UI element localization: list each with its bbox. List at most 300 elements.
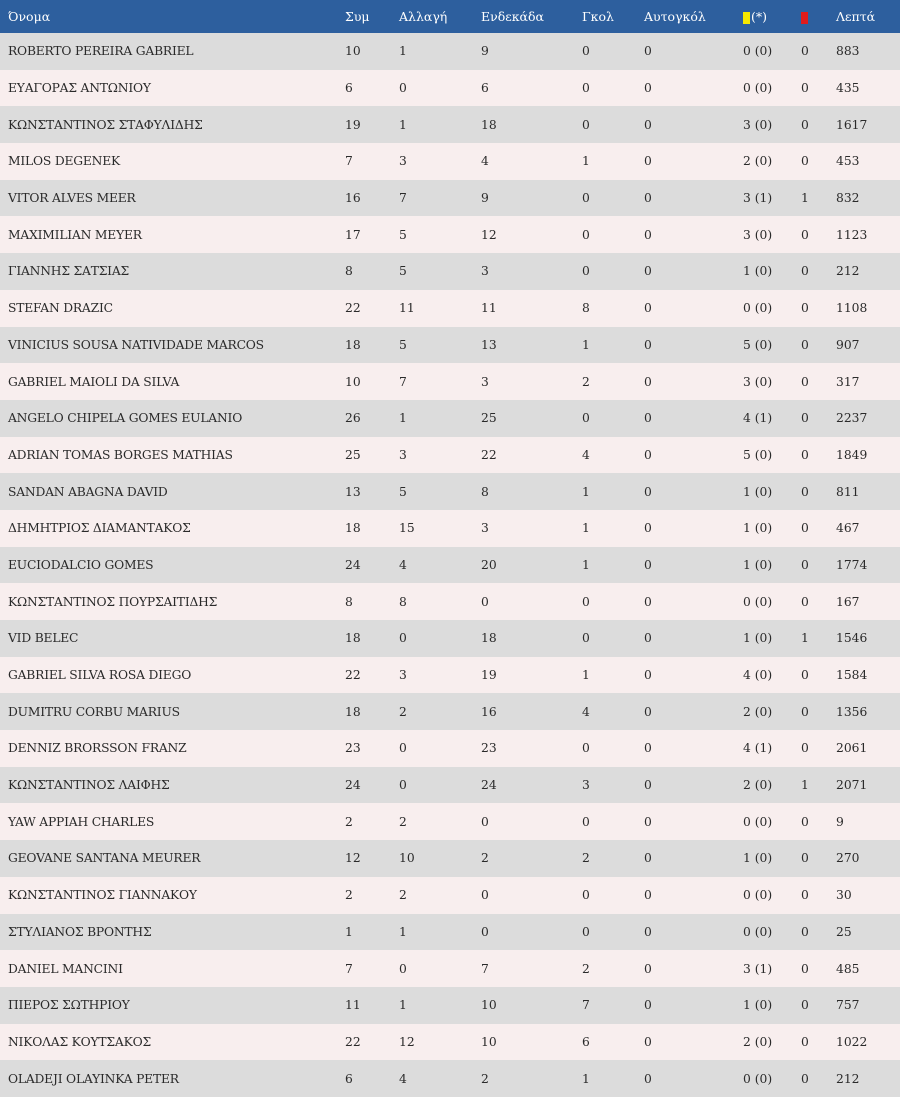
cell-name: VID BELEC <box>8 631 79 646</box>
cell-own-goals: 0 <box>644 704 652 719</box>
cell-goals: 0 <box>582 227 590 242</box>
column-header-sub[interactable]: Αλλαγή <box>399 9 448 24</box>
cell-name: STEFAN DRAZIC <box>8 301 113 316</box>
cell-apps: 8 <box>345 264 353 279</box>
cell-sub: 7 <box>399 374 407 389</box>
cell-minutes: 1356 <box>836 704 868 719</box>
cell-goals: 0 <box>582 741 590 756</box>
table-row <box>0 1024 900 1061</box>
cell-goals: 0 <box>582 924 590 939</box>
cell-yellow-cards: 2 (0) <box>743 1034 773 1049</box>
table-row <box>0 216 900 253</box>
cell-goals: 1 <box>582 337 590 352</box>
table-row <box>0 1060 900 1097</box>
cell-start: 9 <box>481 191 489 206</box>
cell-apps: 8 <box>345 594 353 609</box>
cell-red-cards: 0 <box>801 961 809 976</box>
cell-own-goals: 0 <box>644 557 652 572</box>
cell-yellow-cards: 1 (0) <box>743 484 773 499</box>
cell-sub: 5 <box>399 337 407 352</box>
cell-minutes: 453 <box>836 154 860 169</box>
cell-name: VITOR ALVES MEER <box>8 191 136 206</box>
cell-yellow-cards: 0 (0) <box>743 924 773 939</box>
cell-minutes: 212 <box>836 264 860 279</box>
cell-start: 20 <box>481 557 497 572</box>
cell-name: ΚΩΝΣΤΑΝΤΙΝΟΣ ΠΟΥΡΣΑΙΤΙΔΗΣ <box>8 594 218 609</box>
cell-start: 16 <box>481 704 497 719</box>
cell-apps: 6 <box>345 1071 353 1086</box>
cell-own-goals: 0 <box>644 301 652 316</box>
cell-apps: 25 <box>345 447 361 462</box>
cell-apps: 18 <box>345 631 361 646</box>
cell-apps: 22 <box>345 668 361 683</box>
table-row <box>0 33 900 70</box>
table-header-row <box>0 0 900 33</box>
cell-own-goals: 0 <box>644 521 652 536</box>
cell-minutes: 9 <box>836 814 844 829</box>
cell-minutes: 1123 <box>836 227 868 242</box>
cell-sub: 10 <box>399 851 415 866</box>
cell-name: ΔΗΜΗΤΡΙΟΣ ΔΙΑΜΑΝΤΑΚΟΣ <box>8 521 191 536</box>
cell-own-goals: 0 <box>644 814 652 829</box>
cell-sub: 2 <box>399 704 407 719</box>
cell-start: 2 <box>481 1071 489 1086</box>
cell-own-goals: 0 <box>644 631 652 646</box>
cell-minutes: 1108 <box>836 301 868 316</box>
cell-apps: 18 <box>345 704 361 719</box>
cell-sub: 0 <box>399 631 407 646</box>
cell-minutes: 1774 <box>836 557 868 572</box>
cell-name: SANDAN ABAGNA DAVID <box>8 484 168 499</box>
cell-red-cards: 0 <box>801 447 809 462</box>
cell-own-goals: 0 <box>644 594 652 609</box>
cell-minutes: 1022 <box>836 1034 868 1049</box>
cell-own-goals: 0 <box>644 851 652 866</box>
cell-goals: 6 <box>582 1034 590 1049</box>
cell-start: 22 <box>481 447 497 462</box>
cell-sub: 0 <box>399 81 407 96</box>
cell-sub: 11 <box>399 301 415 316</box>
cell-minutes: 435 <box>836 81 860 96</box>
cell-goals: 7 <box>582 998 590 1013</box>
cell-name: ΕΥΑΓΟΡΑΣ ΑΝΤΩΝΙΟΥ <box>8 81 151 96</box>
cell-yellow-cards: 3 (1) <box>743 961 773 976</box>
column-header-red-cards[interactable] <box>801 0 836 33</box>
table-row <box>0 290 900 327</box>
cell-goals: 3 <box>582 778 590 793</box>
table-row <box>0 730 900 767</box>
cell-own-goals: 0 <box>644 81 652 96</box>
cell-goals: 0 <box>582 44 590 59</box>
cell-yellow-cards: 1 (0) <box>743 998 773 1013</box>
cell-name: ΝΙΚΟΛΑΣ ΚΟΥΤΣΑΚΟΣ <box>8 1034 151 1049</box>
cell-minutes: 1546 <box>836 631 868 646</box>
cell-yellow-cards: 4 (1) <box>743 411 773 426</box>
cell-yellow-cards: 0 (0) <box>743 81 773 96</box>
cell-name: DUMITRU CORBU MARIUS <box>8 704 180 719</box>
cell-yellow-cards: 0 (0) <box>743 888 773 903</box>
cell-minutes: 467 <box>836 521 860 536</box>
table-row <box>0 253 900 290</box>
cell-red-cards: 0 <box>801 154 809 169</box>
cell-own-goals: 0 <box>644 668 652 683</box>
column-header-name[interactable]: Όνομα <box>8 9 51 24</box>
cell-sub: 1 <box>399 998 407 1013</box>
cell-name: MAXIMILIAN MEYER <box>8 227 142 242</box>
cell-goals: 1 <box>582 521 590 536</box>
cell-name: ANGELO CHIPELA GOMES EULANIO <box>8 411 243 426</box>
cell-goals: 2 <box>582 961 590 976</box>
cell-start: 4 <box>481 154 489 169</box>
cell-minutes: 1849 <box>836 447 868 462</box>
cell-start: 0 <box>481 814 489 829</box>
cell-red-cards: 0 <box>801 1034 809 1049</box>
cell-name: ADRIAN TOMAS BORGES MATHIAS <box>8 447 233 462</box>
cell-minutes: 30 <box>836 888 852 903</box>
cell-sub: 2 <box>399 814 407 829</box>
cell-start: 18 <box>481 631 497 646</box>
cell-start: 24 <box>481 778 497 793</box>
cell-goals: 2 <box>582 374 590 389</box>
cell-start: 12 <box>481 227 497 242</box>
column-header-apps[interactable]: Συμ <box>345 9 370 24</box>
table-row <box>0 473 900 510</box>
cell-goals: 1 <box>582 668 590 683</box>
cell-name: ΚΩΝΣΤΑΝΤΙΝΟΣ ΣΤΑΦΥΛΙΔΗΣ <box>8 117 203 132</box>
table-row <box>0 620 900 657</box>
cell-yellow-cards: 0 (0) <box>743 814 773 829</box>
cell-red-cards: 0 <box>801 741 809 756</box>
cell-goals: 4 <box>582 447 590 462</box>
cell-yellow-cards: 1 (0) <box>743 521 773 536</box>
cell-sub: 4 <box>399 1071 407 1086</box>
cell-minutes: 832 <box>836 191 860 206</box>
cell-red-cards: 0 <box>801 411 809 426</box>
table-row <box>0 803 900 840</box>
cell-red-cards: 0 <box>801 117 809 132</box>
table-row <box>0 950 900 987</box>
cell-yellow-cards: 2 (0) <box>743 704 773 719</box>
cell-yellow-cards: 2 (0) <box>743 778 773 793</box>
cell-red-cards: 1 <box>801 631 809 646</box>
cell-name: ΣΤΥΛΙΑΝΟΣ ΒΡΟΝΤΗΣ <box>8 924 152 939</box>
cell-minutes: 485 <box>836 961 860 976</box>
cell-goals: 2 <box>582 851 590 866</box>
cell-start: 10 <box>481 998 497 1013</box>
cell-red-cards: 0 <box>801 227 809 242</box>
cell-apps: 11 <box>345 998 361 1013</box>
cell-red-cards: 1 <box>801 778 809 793</box>
table-row <box>0 693 900 730</box>
cell-red-cards: 0 <box>801 998 809 1013</box>
cell-goals: 0 <box>582 888 590 903</box>
table-row <box>0 400 900 437</box>
cell-goals: 1 <box>582 557 590 572</box>
table-row <box>0 583 900 620</box>
cell-own-goals: 0 <box>644 998 652 1013</box>
cell-own-goals: 0 <box>644 264 652 279</box>
cell-apps: 10 <box>345 44 361 59</box>
cell-sub: 4 <box>399 557 407 572</box>
cell-minutes: 167 <box>836 594 860 609</box>
cell-sub: 7 <box>399 191 407 206</box>
cell-red-cards: 1 <box>801 191 809 206</box>
cell-red-cards: 0 <box>801 924 809 939</box>
cell-name: YAW APPIAH CHARLES <box>8 814 155 829</box>
cell-red-cards: 0 <box>801 814 809 829</box>
cell-sub: 1 <box>399 44 407 59</box>
cell-start: 18 <box>481 117 497 132</box>
table-row <box>0 510 900 547</box>
cell-sub: 5 <box>399 264 407 279</box>
cell-name: GABRIEL SILVA ROSA DIEGO <box>8 668 192 683</box>
cell-red-cards: 0 <box>801 81 809 96</box>
cell-name: GABRIEL MAIOLI DA SILVA <box>8 374 180 389</box>
cell-own-goals: 0 <box>644 337 652 352</box>
table-row <box>0 657 900 694</box>
cell-red-cards: 0 <box>801 44 809 59</box>
cell-name: DENNIZ BRORSSON FRANZ <box>8 741 187 756</box>
cell-own-goals: 0 <box>644 961 652 976</box>
cell-own-goals: 0 <box>644 191 652 206</box>
cell-yellow-cards: 0 (0) <box>743 1071 773 1086</box>
cell-start: 9 <box>481 44 489 59</box>
cell-own-goals: 0 <box>644 154 652 169</box>
cell-goals: 1 <box>582 484 590 499</box>
cell-red-cards: 0 <box>801 301 809 316</box>
cell-start: 3 <box>481 521 489 536</box>
cell-minutes: 811 <box>836 484 860 499</box>
cell-minutes: 883 <box>836 44 860 59</box>
cell-apps: 19 <box>345 117 361 132</box>
cell-minutes: 2061 <box>836 741 868 756</box>
cell-name: ΠΙΕΡΟΣ ΣΩΤΗΡΙΟΥ <box>8 998 130 1013</box>
cell-red-cards: 0 <box>801 337 809 352</box>
cell-yellow-cards: 4 (0) <box>743 668 773 683</box>
cell-goals: 0 <box>582 264 590 279</box>
cell-minutes: 907 <box>836 337 860 352</box>
cell-apps: 22 <box>345 1034 361 1049</box>
yellow-card-icon <box>743 12 750 24</box>
column-header-minutes[interactable]: Λεπτά <box>836 9 876 24</box>
column-header-own-goals[interactable]: Αυτογκόλ <box>644 9 706 24</box>
column-header-start[interactable]: Ενδεκάδα <box>481 9 544 24</box>
cell-red-cards: 0 <box>801 374 809 389</box>
cell-start: 6 <box>481 81 489 96</box>
cell-goals: 0 <box>582 191 590 206</box>
column-header-yellow-cards[interactable] <box>743 0 801 33</box>
cell-name: ΓΙΑΝΝΗΣ ΣΑΤΣΙΑΣ <box>8 264 130 279</box>
cell-apps: 2 <box>345 888 353 903</box>
cell-start: 3 <box>481 374 489 389</box>
cell-yellow-cards: 5 (0) <box>743 337 773 352</box>
cell-apps: 7 <box>345 961 353 976</box>
cell-own-goals: 0 <box>644 1071 652 1086</box>
cell-sub: 5 <box>399 227 407 242</box>
cell-red-cards: 0 <box>801 557 809 572</box>
table-row <box>0 877 900 914</box>
cell-red-cards: 0 <box>801 264 809 279</box>
cell-minutes: 2237 <box>836 411 868 426</box>
cell-yellow-cards: 3 (0) <box>743 227 773 242</box>
cell-goals: 0 <box>582 814 590 829</box>
cell-start: 13 <box>481 337 497 352</box>
cell-minutes: 212 <box>836 1071 860 1086</box>
cell-own-goals: 0 <box>644 411 652 426</box>
cell-red-cards: 0 <box>801 704 809 719</box>
cell-own-goals: 0 <box>644 447 652 462</box>
cell-sub: 12 <box>399 1034 415 1049</box>
cell-own-goals: 0 <box>644 778 652 793</box>
cell-apps: 12 <box>345 851 361 866</box>
cell-start: 19 <box>481 668 497 683</box>
cell-own-goals: 0 <box>644 117 652 132</box>
cell-apps: 22 <box>345 301 361 316</box>
cell-sub: 0 <box>399 961 407 976</box>
cell-sub: 0 <box>399 741 407 756</box>
cell-goals: 1 <box>582 154 590 169</box>
table-row <box>0 363 900 400</box>
cell-name: ΚΩΝΣΤΑΝΤΙΝΟΣ ΛΑΙΦΗΣ <box>8 778 170 793</box>
yellow-suffix: (*) <box>751 9 768 24</box>
cell-start: 3 <box>481 264 489 279</box>
cell-goals: 8 <box>582 301 590 316</box>
cell-start: 7 <box>481 961 489 976</box>
cell-own-goals: 0 <box>644 227 652 242</box>
cell-yellow-cards: 0 (0) <box>743 44 773 59</box>
cell-apps: 18 <box>345 521 361 536</box>
cell-apps: 13 <box>345 484 361 499</box>
cell-yellow-cards: 2 (0) <box>743 154 773 169</box>
cell-name: EUCIODALCIO GOMES <box>8 557 154 572</box>
cell-name: VINICIUS SOUSA NATIVIDADE MARCOS <box>8 337 264 352</box>
cell-apps: 17 <box>345 227 361 242</box>
cell-name: ΚΩΝΣΤΑΝΤΙΝΟΣ ΓΙΑΝΝΑΚΟΥ <box>8 888 197 903</box>
cell-sub: 3 <box>399 447 407 462</box>
cell-red-cards: 0 <box>801 888 809 903</box>
cell-red-cards: 0 <box>801 1071 809 1086</box>
column-header-goals[interactable]: Γκολ <box>582 9 614 24</box>
cell-red-cards: 0 <box>801 668 809 683</box>
cell-sub: 15 <box>399 521 415 536</box>
cell-apps: 16 <box>345 191 361 206</box>
cell-goals: 1 <box>582 1071 590 1086</box>
table-row <box>0 70 900 107</box>
cell-minutes: 1584 <box>836 668 868 683</box>
cell-goals: 4 <box>582 704 590 719</box>
cell-apps: 1 <box>345 924 353 939</box>
cell-sub: 3 <box>399 668 407 683</box>
cell-apps: 24 <box>345 778 361 793</box>
table-row <box>0 106 900 143</box>
cell-own-goals: 0 <box>644 741 652 756</box>
table-row <box>0 987 900 1024</box>
red-card-icon <box>801 12 808 24</box>
table-row <box>0 143 900 180</box>
cell-sub: 2 <box>399 888 407 903</box>
cell-name: DANIEL MANCINI <box>8 961 123 976</box>
cell-own-goals: 0 <box>644 374 652 389</box>
table-row <box>0 327 900 364</box>
cell-red-cards: 0 <box>801 851 809 866</box>
cell-start: 2 <box>481 851 489 866</box>
cell-apps: 23 <box>345 741 361 756</box>
cell-own-goals: 0 <box>644 924 652 939</box>
table-row <box>0 180 900 217</box>
table-row <box>0 547 900 584</box>
cell-minutes: 270 <box>836 851 860 866</box>
cell-red-cards: 0 <box>801 521 809 536</box>
cell-goals: 0 <box>582 411 590 426</box>
cell-name: OLADEJI OLAYINKA PETER <box>8 1071 179 1086</box>
table-row <box>0 767 900 804</box>
cell-minutes: 317 <box>836 374 860 389</box>
cell-yellow-cards: 0 (0) <box>743 301 773 316</box>
cell-start: 0 <box>481 594 489 609</box>
cell-apps: 24 <box>345 557 361 572</box>
cell-own-goals: 0 <box>644 1034 652 1049</box>
table-row <box>0 914 900 951</box>
cell-yellow-cards: 0 (0) <box>743 594 773 609</box>
cell-start: 8 <box>481 484 489 499</box>
cell-start: 11 <box>481 301 497 316</box>
table-row <box>0 840 900 877</box>
cell-apps: 2 <box>345 814 353 829</box>
cell-yellow-cards: 4 (1) <box>743 741 773 756</box>
cell-name: MILOS DEGENEK <box>8 154 120 169</box>
cell-sub: 3 <box>399 154 407 169</box>
cell-yellow-cards: 1 (0) <box>743 557 773 572</box>
cell-yellow-cards: 5 (0) <box>743 447 773 462</box>
cell-start: 0 <box>481 924 489 939</box>
cell-start: 23 <box>481 741 497 756</box>
cell-goals: 0 <box>582 117 590 132</box>
cell-start: 25 <box>481 411 497 426</box>
cell-goals: 0 <box>582 631 590 646</box>
cell-own-goals: 0 <box>644 44 652 59</box>
cell-apps: 6 <box>345 81 353 96</box>
cell-sub: 1 <box>399 117 407 132</box>
cell-yellow-cards: 3 (0) <box>743 374 773 389</box>
cell-sub: 0 <box>399 778 407 793</box>
table-body <box>0 33 900 1097</box>
cell-yellow-cards: 3 (1) <box>743 191 773 206</box>
cell-sub: 5 <box>399 484 407 499</box>
cell-apps: 26 <box>345 411 361 426</box>
cell-sub: 8 <box>399 594 407 609</box>
cell-yellow-cards: 1 (0) <box>743 851 773 866</box>
cell-minutes: 757 <box>836 998 860 1013</box>
cell-minutes: 2071 <box>836 778 868 793</box>
cell-yellow-cards: 1 (0) <box>743 264 773 279</box>
cell-yellow-cards: 1 (0) <box>743 631 773 646</box>
cell-own-goals: 0 <box>644 484 652 499</box>
cell-start: 0 <box>481 888 489 903</box>
cell-start: 10 <box>481 1034 497 1049</box>
cell-own-goals: 0 <box>644 888 652 903</box>
cell-red-cards: 0 <box>801 594 809 609</box>
cell-apps: 7 <box>345 154 353 169</box>
cell-apps: 18 <box>345 337 361 352</box>
cell-sub: 1 <box>399 411 407 426</box>
cell-goals: 0 <box>582 81 590 96</box>
cell-minutes: 1617 <box>836 117 868 132</box>
cell-apps: 10 <box>345 374 361 389</box>
cell-yellow-cards: 3 (0) <box>743 117 773 132</box>
cell-sub: 1 <box>399 924 407 939</box>
cell-name: ROBERTO PEREIRA GABRIEL <box>8 44 194 59</box>
cell-minutes: 25 <box>836 924 852 939</box>
